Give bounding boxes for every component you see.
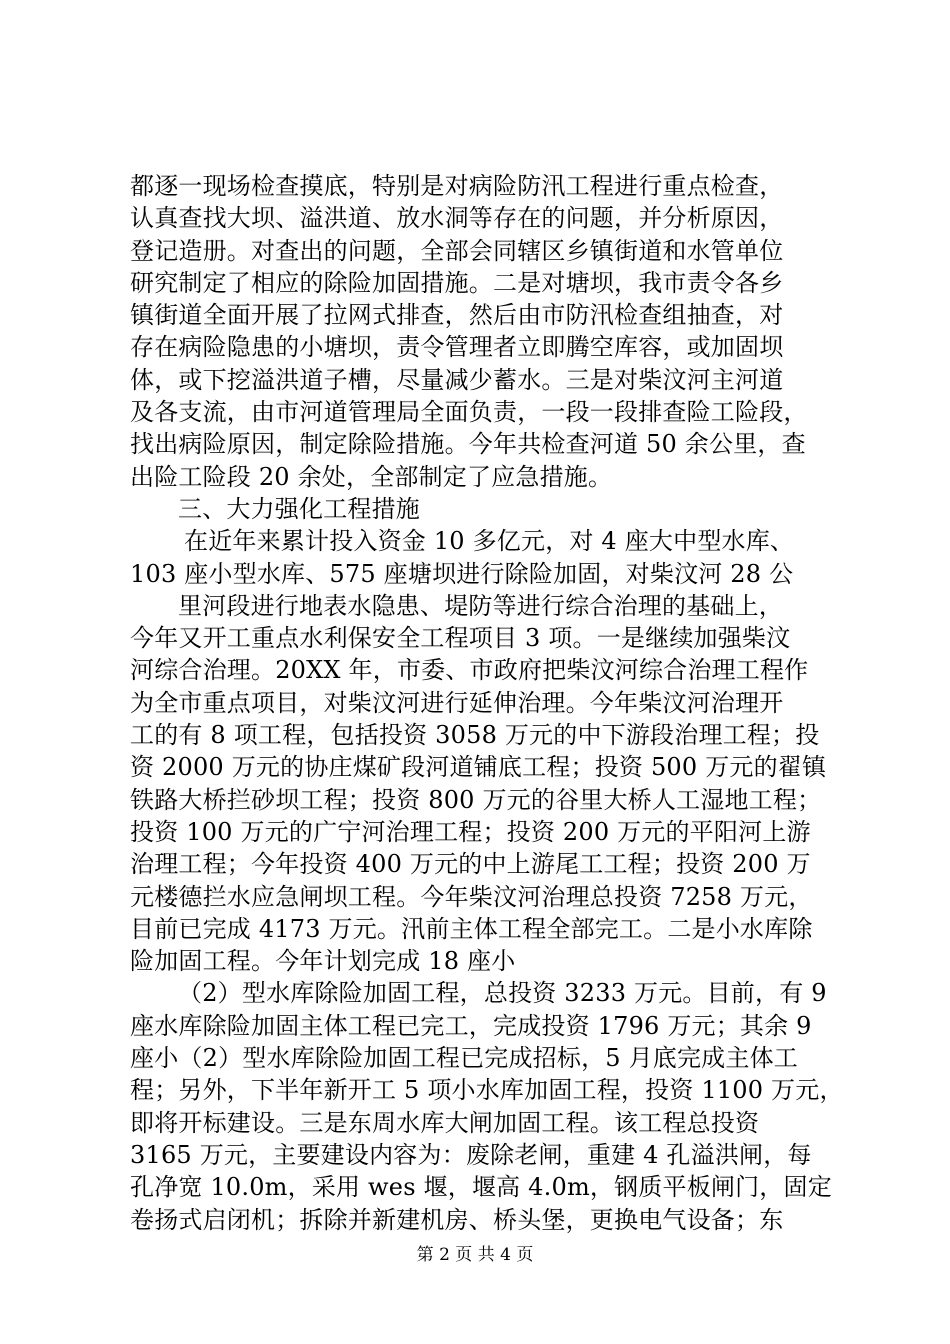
text-line: 孔净宽 10.0m，采用 wes 堰，堰高 4.0m，钢质平板闸门，固定 [130, 1173, 832, 1202]
text-line: 在近年来累计投入资金 10 多亿元，对 4 座大中型水库、 [184, 527, 795, 556]
text-line: 研究制定了相应的除险加固措施。二是对塘坝，我市责令各乡 [130, 268, 784, 297]
text-line: 治理工程；今年投资 400 万元的中上游尾工工程；投资 200 万 [130, 850, 811, 879]
text-line: 认真查找大坝、溢洪道、放水洞等存在的问题，并分析原因， [130, 204, 784, 233]
text-line: 为全市重点项目，对柴汶河进行延伸治理。今年柴汶河治理开 [130, 688, 784, 717]
text-line: 座小（2）型水库除险加固工程已完成招标，5 月底完成主体工 [130, 1044, 798, 1073]
page-footer [0, 1244, 950, 1266]
text-line: 险加固工程。今年计划完成 18 座小 [130, 947, 516, 976]
text-line: 都逐一现场检查摸底，特别是对病险防汛工程进行重点检查， [130, 172, 784, 200]
text-line: 工的有 8 项工程，包括投资 3058 万元的中下游段治理工程；投 [130, 721, 820, 750]
text-line: 3165 万元，主要建设内容为：废除老闸，重建 4 孔溢洪闸，每 [130, 1140, 812, 1169]
text-line: 103 座小型水库、575 座塘坝进行除险加固，对柴汶河 28 公 [130, 559, 794, 588]
text-line: 出险工险段 20 余处，全部制定了应急措施。 [130, 462, 613, 491]
document-body [130, 170, 844, 1236]
text-line: （2）型水库除险加固工程，总投资 3233 万元。目前，有 9 [178, 979, 827, 1008]
text-line: 即将开标建设。三是东周水库大闸加固工程。该工程总投资 [130, 1108, 760, 1137]
page-number-label: 第 2 页 共 4 页 [416, 1245, 534, 1265]
text-line: 卷扬式启闭机；拆除并新建机房、桥头堡，更换电气设备；东 [130, 1205, 784, 1234]
text-line: 今年又开工重点水利保安全工程项目 3 项。一是继续加强柴汶 [130, 624, 791, 653]
text-line: 及各支流，由市河道管理局全面负责，一段一段排查险工险段， [130, 398, 808, 427]
text-line: 程；另外，下半年新开工 5 项小水库加固工程，投资 1100 万元， [130, 1076, 844, 1105]
text-line: 里河段进行地表水隐患、堤防等进行综合治理的基础上， [178, 591, 783, 620]
text-line: 目前已完成 4173 万元。汛前主体工程全部完工。二是小水库除 [130, 914, 813, 943]
text-line: 找出病险原因，制定除险措施。今年共检查河道 50 余公里，查 [130, 430, 806, 459]
text-line: 体，或下挖溢洪道子槽，尽量减少蓄水。三是对柴汶河主河道 [130, 365, 784, 394]
text-line: 座水库除险加固主体工程已完工，完成投资 1796 万元；其余 9 [130, 1011, 812, 1040]
text-line: 河综合治理。20XX 年，市委、市政府把柴汶河综合治理工程作 [130, 656, 809, 685]
text-line: 投资 100 万元的广宁河治理工程；投资 200 万元的平阳河上游 [130, 817, 811, 846]
text-line: 镇街道全面开展了拉网式排查，然后由市防汛检查组抽查，对 [130, 301, 784, 330]
section-heading: 三、大力强化工程措施 [178, 494, 420, 523]
text-line: 铁路大桥拦砂坝工程；投资 800 万元的谷里大桥人工湿地工程； [130, 785, 822, 814]
text-line: 登记造册。对查出的问题，全部会同辖区乡镇街道和水管单位 [130, 236, 784, 265]
text-line: 存在病险隐患的小塘坝，责令管理者立即腾空库容，或加固坝 [130, 333, 784, 362]
text-line: 资 2000 万元的协庄煤矿段河道铺底工程；投资 500 万元的翟镇 [130, 753, 827, 782]
text-line: 元楼德拦水应急闸坝工程。今年柴汶河治理总投资 7258 万元， [130, 882, 813, 911]
